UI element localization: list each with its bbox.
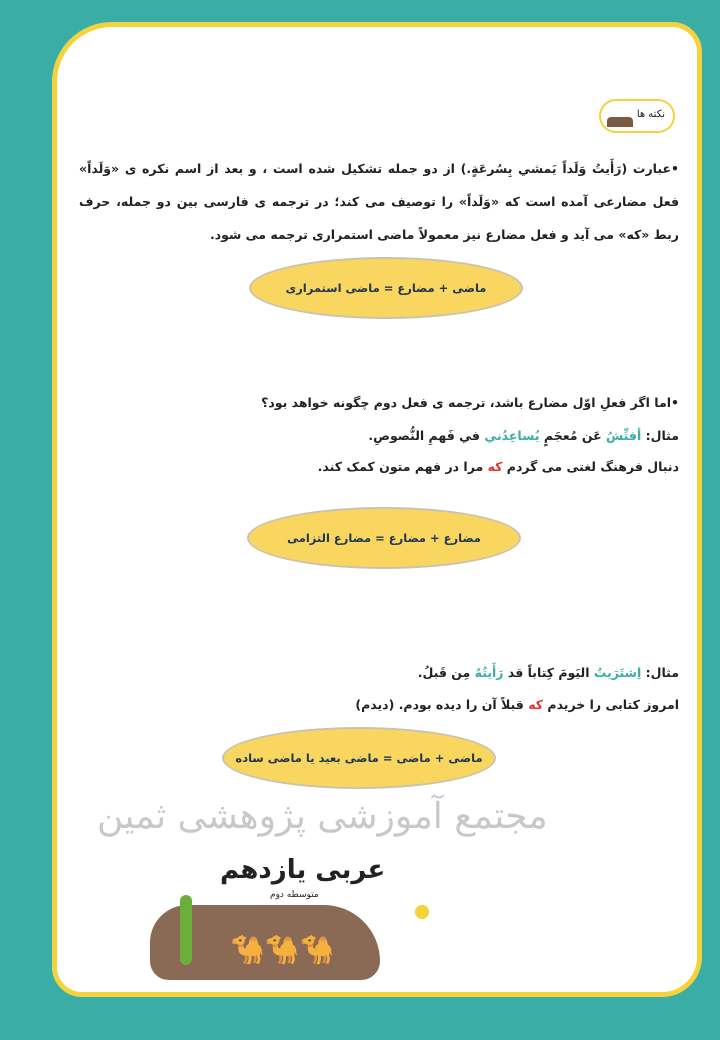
example-verb: اِشتَرَيتُ bbox=[593, 665, 642, 680]
page bbox=[52, 22, 702, 997]
logo-title: عربی یازدهم bbox=[220, 855, 386, 885]
link-word: که bbox=[528, 697, 544, 712]
intro-paragraph: •عبارت (رَأَيتُ وَلَداً يَمشي بِسُرعَةٍ.) از دو جمله تشکیل شده است ، و بعد از اسم نکره ی «وَلَداً» فعل مضارعی آمده است که «وَلَداً» را توصیف می کند؛ در ترجمه ی فارسی بین دو جمله، حرف ربط «که» می آید و فعل مضارع نیز معمولاً ماضی استمراری ترجمه می شود. bbox=[79, 161, 679, 242]
example-text: مِن قَبلُ. bbox=[417, 665, 471, 680]
translation-1 bbox=[318, 459, 679, 474]
tips-badge bbox=[599, 99, 675, 133]
rule-pill-2: مضارع + مضارع = مضارع التزامی bbox=[247, 507, 521, 569]
example-label: مثال: bbox=[645, 428, 679, 443]
sun-icon bbox=[415, 905, 429, 919]
example-verb: يُساعِدُني bbox=[484, 428, 540, 443]
badge-hill-icon bbox=[607, 117, 633, 127]
question-text: •اما اگر فعلِ اوّل مضارع باشد، ترجمه ی فعل دوم چگونه خواهد بود؟ bbox=[261, 395, 679, 410]
translation-text: امروز کتابی را خریدم bbox=[547, 697, 679, 712]
example-text: عَن مُعجَمٍ bbox=[543, 428, 602, 443]
badge-label: نکته ها bbox=[636, 109, 665, 120]
logo-subtitle: متوسطه دوم bbox=[270, 890, 319, 900]
translation-text: مرا در فهم متون کمک کند. bbox=[317, 459, 484, 474]
example-label: مثال: bbox=[645, 665, 679, 680]
watermark: مجتمع آموزشی پژوهشی ثمین bbox=[97, 796, 548, 837]
link-word: که bbox=[487, 459, 503, 474]
translation-text: قبلاً آن را دیده بودم. (دیدم) bbox=[355, 697, 524, 712]
example-text: اليَومَ كِتاباً قد bbox=[507, 665, 590, 680]
example-text: في فَهمِ النُّصوصِ. bbox=[368, 428, 480, 443]
translation-2 bbox=[355, 697, 679, 712]
rule-pill-3: ماضی + ماضی = ماضی بعید یا ماضی ساده bbox=[222, 727, 496, 789]
example-1 bbox=[368, 428, 679, 443]
camels-icon: 🐪🐪🐪 bbox=[230, 933, 335, 966]
example-2 bbox=[418, 665, 679, 680]
translation-text: دنبال فرهنگ لغتی می گردم bbox=[506, 459, 679, 474]
cactus-icon bbox=[180, 895, 192, 965]
rule-pill-1: ماضی + مضارع = ماضی استمراری bbox=[249, 257, 523, 319]
example-verb: أفتِّشُ bbox=[606, 428, 642, 443]
book-logo bbox=[150, 855, 440, 985]
example-verb: رَأَيتُهُ bbox=[474, 665, 504, 680]
